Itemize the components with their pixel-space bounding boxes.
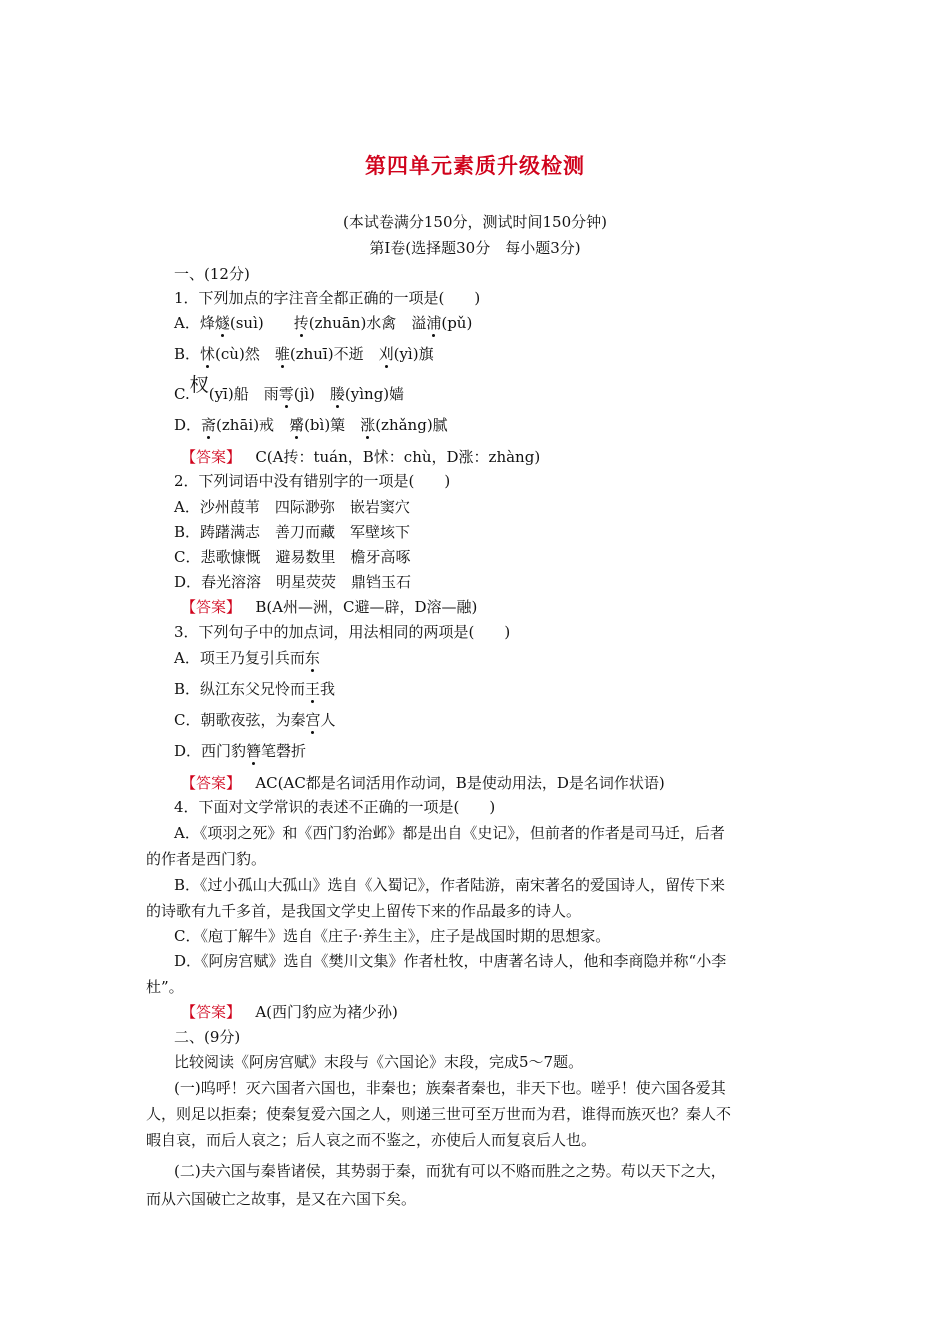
question-4-option-a-line1: A．《项羽之死》和《西门豹治邺》都是出自《史记》，但前者的作者是司马迁，后者 xyxy=(174,824,725,842)
option-label: A． xyxy=(174,314,200,332)
option-text: (pǔ) xyxy=(441,314,473,332)
answer-tag: 【答案】 xyxy=(181,774,242,792)
option-text: (zhāi)戒 xyxy=(216,416,290,434)
dotted-char: 斋 xyxy=(201,416,217,434)
dotted-char: 怵 xyxy=(200,345,216,363)
question-1-stem: 1．下列加点的字注音全都正确的一项是( ) xyxy=(174,289,481,307)
passage-1-line1: (一)呜呼！灭六国者六国也，非秦也；族秦者秦也，非天下也。嗟乎！使六国各爱其 xyxy=(174,1079,726,1097)
exam-info: (本试卷满分150分，测试时间150分钟) xyxy=(343,213,607,231)
answer-tag: 【答案】 xyxy=(181,448,242,466)
passage-1-line3: 暇自哀，而后人哀之；后人哀之而不鉴之，亦使后人而复哀后人也。 xyxy=(146,1131,597,1149)
question-2-stem: 2．下列词语中没有错别字的一项是( ) xyxy=(174,472,451,490)
dotted-char: 燧 xyxy=(214,314,230,332)
answer-text: C(A抟：tuán，B怵：chù，D涨：zhàng) xyxy=(255,448,541,466)
dotted-char: 宫 xyxy=(305,711,321,729)
passage-1-line2: 人，则足以拒秦；使秦复爱六国之人，则递三世可至万世而为君，谁得而族灭也？秦人不 xyxy=(146,1105,732,1123)
question-4-stem: 4．下面对文学常识的表述不正确的一项是( ) xyxy=(174,798,496,816)
question-1-answer xyxy=(181,447,540,467)
question-3-option-a xyxy=(174,648,320,668)
option-label: D． xyxy=(174,416,202,434)
question-3-option-c xyxy=(174,710,336,730)
answer-tag: 【答案】 xyxy=(181,598,242,616)
page-title: 第四单元素质升级检测 xyxy=(365,154,585,178)
dotted-char: 媵 xyxy=(329,385,345,403)
dotted-char: 骓 xyxy=(274,345,290,363)
option-text: (zhuān)水禽 xyxy=(308,314,412,332)
question-2-option-c: C．悲歌慷慨 避易数里 檐牙高啄 xyxy=(174,548,411,566)
question-3-option-b xyxy=(174,679,335,699)
part-heading: 一、(12分) xyxy=(174,265,250,283)
question-4-answer xyxy=(181,1002,398,1022)
dotted-char: 雩 xyxy=(278,385,294,403)
dotted-char: 王 xyxy=(305,680,321,698)
option-text: 雨 xyxy=(263,385,279,403)
option-text: (zhuī)不逝 xyxy=(289,345,379,363)
question-4-option-b-line2: 的诗歌有九千多首，是我国文学史上留传下来的作品最多的诗人。 xyxy=(146,902,582,920)
passage-2-line1: (二)夫六国与秦皆诸侯，其势弱于秦，而犹有可以不赂而胜之之势。苟以天下之大， xyxy=(174,1162,726,1180)
question-4-option-b-line1: B．《过小孤山大孤山》选自《入蜀记》，作者陆游，南宋著名的爱国诗人，留传下来 xyxy=(174,876,726,894)
option-text: D．西门豹 xyxy=(174,742,247,760)
question-4-option-d-line2: 杜”。 xyxy=(146,978,184,996)
option-text: (jì) xyxy=(293,385,330,403)
question-4-option-c: C．《庖丁解牛》选自《庄子·养生主》，庄子是战国时期的思想家。 xyxy=(174,927,611,945)
option-text: (yī)船 xyxy=(208,385,264,403)
answer-text: A(西门豹应为褚少孙) xyxy=(255,1003,398,1021)
question-3-answer xyxy=(181,773,665,793)
dotted-char: 刈 xyxy=(378,345,394,363)
option-text: (yì)旗 xyxy=(393,345,434,363)
question-1-option-b xyxy=(174,344,434,364)
option-text: 人 xyxy=(320,711,336,729)
dotted-char: 抟 xyxy=(293,314,309,332)
dotted-char: 涨 xyxy=(360,416,376,434)
question-2-option-d: D．春光溶溶 明星荧荧 鼎铛玉石 xyxy=(174,573,412,591)
option-text: (yìng)嫱 xyxy=(344,385,405,403)
option-text: (zhǎng)腻 xyxy=(375,416,448,434)
question-4-option-d-line1: D．《阿房宫赋》选自《樊川文集》作者杜牧，中唐著名诗人，他和李商隐并称“小李 xyxy=(174,952,727,970)
option-text: 我 xyxy=(320,680,336,698)
question-2-answer xyxy=(181,597,477,617)
question-1-option-d xyxy=(174,415,448,435)
answer-tag: 【答案】 xyxy=(181,1003,242,1021)
answer-text: AC(AC都是名词活用作动词，B是使动用法，D是名词作状语) xyxy=(255,774,665,792)
question-2-option-b: B．踌躇满志 善刀而藏 军壁垓下 xyxy=(174,523,411,541)
option-text: C．朝歌夜弦，为秦 xyxy=(174,711,306,729)
question-4-option-a-line2: 的作者是西门豹。 xyxy=(146,850,267,868)
dotted-char: 觱 xyxy=(289,416,305,434)
option-text: A．项王乃复引兵而 xyxy=(174,649,305,667)
option-label: B． xyxy=(174,345,201,363)
section-heading: 第Ⅰ卷(选择题30分 每小题3分) xyxy=(369,239,581,257)
question-2-option-a: A．沙州葭苇 四际渺弥 嵌岩窦穴 xyxy=(174,498,410,516)
option-text: 溢 xyxy=(411,314,427,332)
option-text: (suì) xyxy=(229,314,294,332)
part-heading: 二、(9分) xyxy=(174,1028,241,1046)
passage-2-line2: 而从六国破亡之故事，是又在六国下矣。 xyxy=(146,1190,417,1208)
answer-text: B(A州—洲，C避—辟，D溶—融) xyxy=(255,598,478,616)
option-text: B．纵江东父兄怜而 xyxy=(174,680,306,698)
dotted-char: 浦 xyxy=(426,314,442,332)
question-1-option-a xyxy=(174,313,472,333)
question-1-option-c xyxy=(174,374,405,404)
dotted-char: 杈 xyxy=(189,374,209,396)
question-3-stem: 3．下列句子中的加点词，用法相同的两项是( ) xyxy=(174,623,511,641)
option-text: 笔磬折 xyxy=(261,742,307,760)
option-text: 烽 xyxy=(199,314,215,332)
reading-intro: 比较阅读《阿房宫赋》末段与《六国论》末段，完成5～7题。 xyxy=(174,1053,584,1071)
option-text: (cù)然 xyxy=(215,345,275,363)
question-3-option-d xyxy=(174,741,306,761)
option-label: C. xyxy=(174,385,190,403)
option-text: (bì)篥 xyxy=(304,416,361,434)
dotted-char: 簪 xyxy=(246,742,262,760)
dotted-char: 东 xyxy=(304,649,320,667)
